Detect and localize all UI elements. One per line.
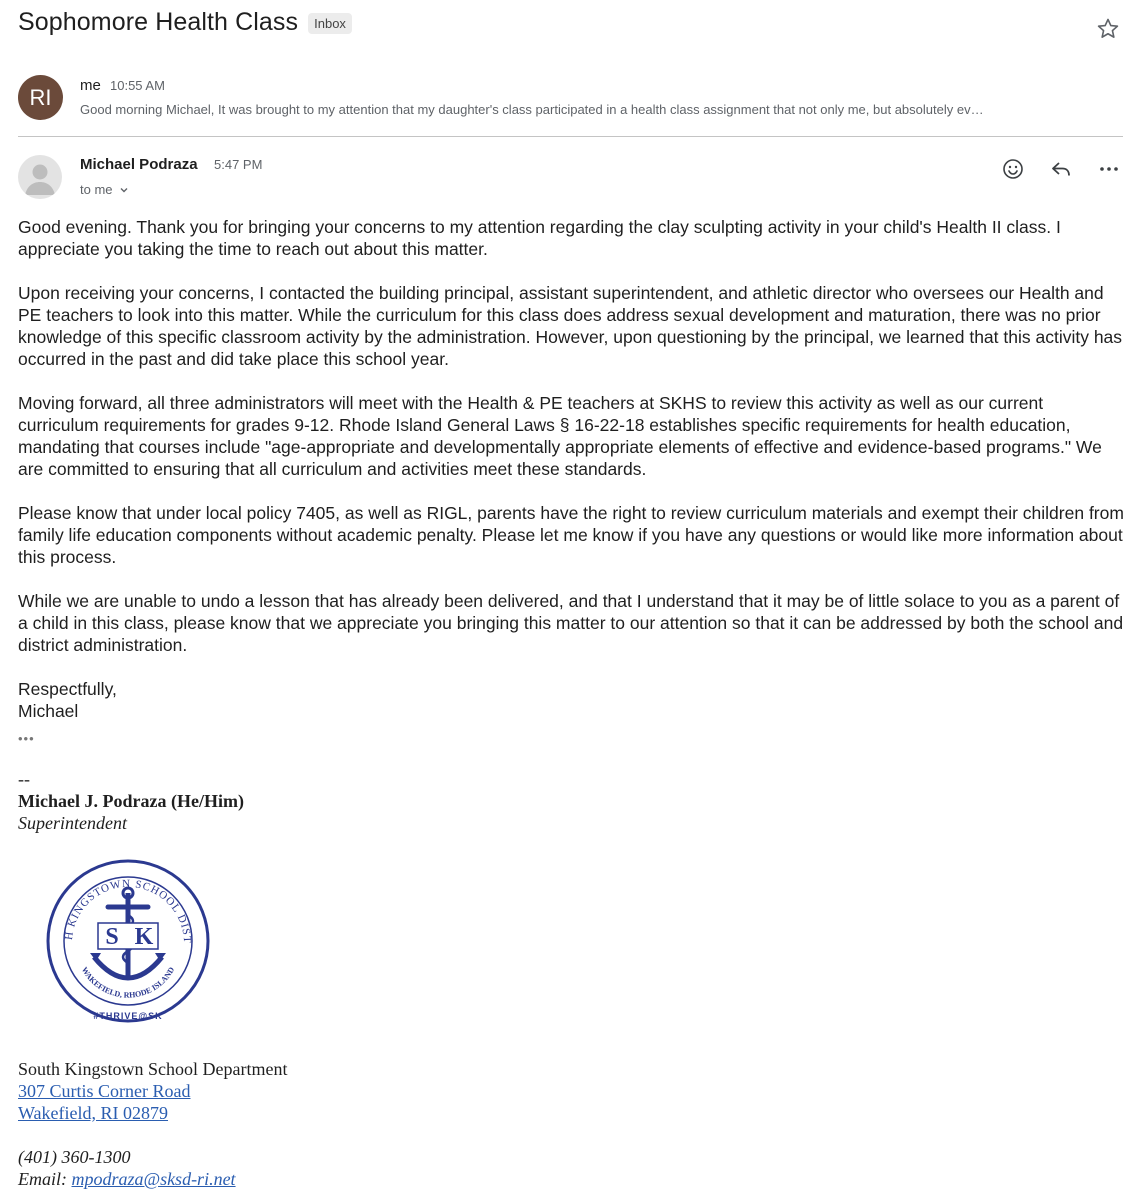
show-trimmed-content-button[interactable]: ••• — [18, 731, 35, 746]
signature — [18, 768, 244, 834]
star-outline-icon[interactable] — [1095, 16, 1121, 42]
emoji-react-icon[interactable] — [1000, 156, 1026, 182]
closing-name: Michael — [18, 701, 79, 721]
signature-name: Michael J. Podraza (He/Him) — [18, 791, 244, 811]
recipient-text: to me — [80, 182, 113, 197]
avatar: RI — [18, 75, 63, 120]
thread-header — [18, 8, 352, 37]
collapsed-snippet: Good morning Michael, It was brought to my attention that my daughter's class participated in a health class assignment that not only me, but absolutely ev… — [80, 102, 984, 117]
thread-subject: Sophomore Health Class — [18, 8, 299, 36]
message-time: 5:47 PM — [214, 157, 263, 172]
seal-monogram-s: S — [105, 924, 119, 950]
address-link[interactable]: 307 Curtis Corner Road — [18, 1081, 191, 1101]
divider — [18, 136, 1123, 137]
collapsed-time: 10:55 AM — [110, 78, 165, 93]
message-body — [18, 216, 1128, 750]
email-line — [18, 1168, 236, 1190]
body-paragraph: Moving forward, all three administrators will meet with the Health & PE teachers at SKHS to review this activity as well as our current curriculum requirements for grades 9-12. Rhode Island General Laws § 16-22-18 establishes specific requirements for health education, mandating that courses include "age-appropriate and developmentally appropriate elements of effective and evidence-based programs." We are committed to ensuring that all curriculum and activities meet these standards. — [18, 393, 1102, 479]
collapsed-message[interactable] — [18, 73, 1123, 133]
closing: Respectfully, — [18, 679, 117, 699]
body-paragraph: Good evening. Thank you for bringing your concerns to my attention regarding the clay sculpting activity in your child's Health II class. I appreciate you taking the time to reach out about this matter. — [18, 217, 1061, 259]
seal-ring-bottom-text: WAKEFIELD, RHODE ISLAND — [79, 965, 177, 1000]
inbox-label-chip[interactable]: Inbox — [308, 13, 352, 34]
seal-monogram-k: K — [134, 924, 154, 950]
email-link[interactable]: mpodraza@sksd-ri.net — [71, 1169, 236, 1189]
signature-separator: -- — [18, 769, 30, 789]
sender-name[interactable]: Michael Podraza — [80, 156, 198, 173]
reply-icon[interactable] — [1048, 156, 1074, 182]
email-label: Email: — [18, 1169, 67, 1189]
body-paragraph: Upon receiving your concerns, I contacted the building principal, assistant superintendent, and athletic director who oversees our Health and PE teachers to look into this matter. While the curriculum for this class does address sexual development and maturation, there was no prior knowledge of this specific classroom activity by the administration. However, upon questioning by the principal, we learned that this activity has occurred in the past and did take place this school year. — [18, 283, 1123, 369]
address-link[interactable]: Wakefield, RI 02879 — [18, 1103, 169, 1123]
department-block — [18, 1058, 287, 1124]
chevron-down-icon — [119, 185, 129, 195]
body-paragraph: Please know that under local policy 7405, as well as RIGL, parents have the right to review curriculum materials and exempt their children from family life education components without academic penalty. Please let me know if you have any questions or would like more information about this process. — [18, 503, 1124, 567]
recipient-details-toggle[interactable] — [80, 182, 129, 197]
phone-number: (401) 360-1300 — [18, 1147, 131, 1167]
department-name: South Kingstown School Department — [18, 1059, 288, 1079]
seal-tagline: #THRIVE@SK — [93, 1011, 163, 1021]
body-paragraph: While we are unable to undo a lesson that has already been delivered, and that I understand that it may be of little solace to you as a parent of a child in this class, please know that we appreciate you bringing this matter to our attention so that it can be addressed by both the school and district administration. — [18, 591, 1124, 655]
district-seal-logo — [46, 859, 211, 1024]
seal-ring-top-text: H KINGSTOWN SCHOOL DIST — [62, 877, 194, 945]
message-header — [18, 152, 1123, 202]
signature-title: Superintendent — [18, 813, 127, 833]
collapsed-sender: me — [80, 77, 101, 94]
contact-block — [18, 1146, 236, 1190]
more-vert-icon[interactable] — [1096, 156, 1122, 182]
default-avatar-icon — [18, 155, 62, 199]
